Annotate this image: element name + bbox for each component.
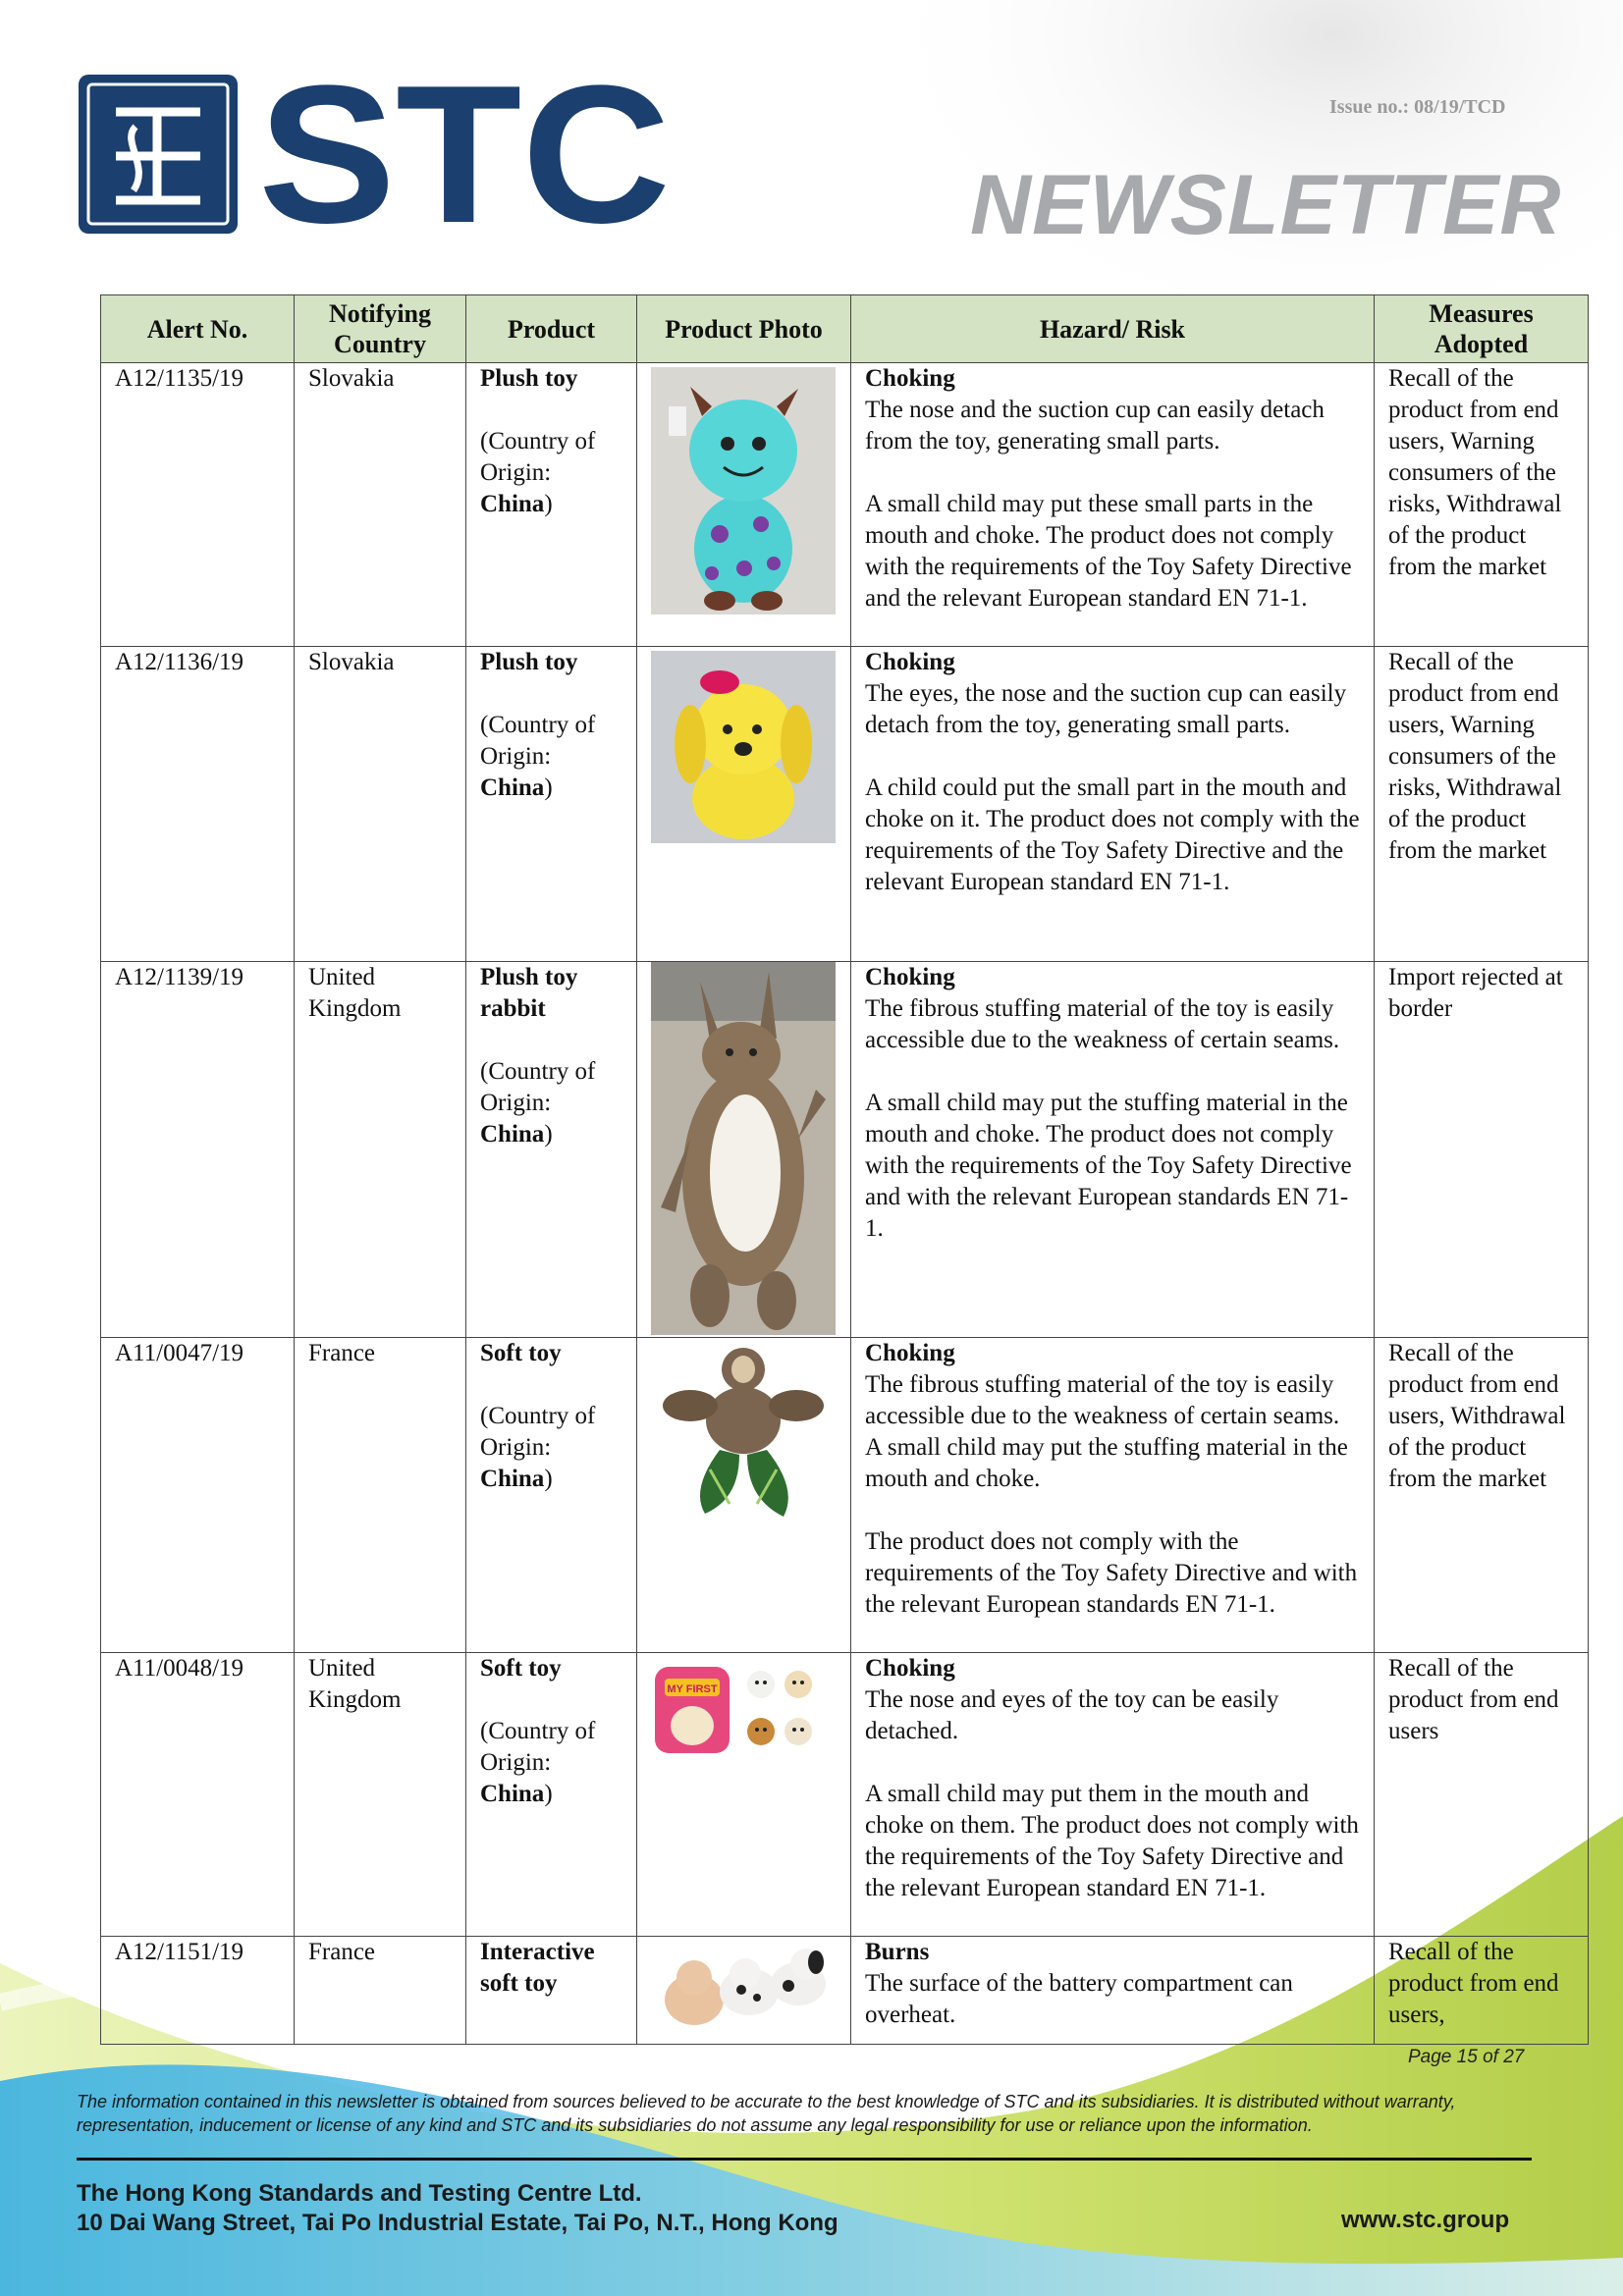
product-name: Plush toy rabbit xyxy=(480,964,578,1022)
product-cell xyxy=(466,1653,637,1937)
measures-adopted: Recall of the product from end users xyxy=(1375,1653,1589,1937)
website-link[interactable]: www.stc.group xyxy=(1341,2207,1510,2233)
table-header-row xyxy=(101,295,1589,363)
newsletter-title: NEWSLETTER xyxy=(970,158,1562,252)
notifying-country: United Kingdom xyxy=(295,962,466,1338)
hazard-detail: A small child may put these small parts in the mouth and choke. The product does not comply with the requirements of the Toy Safety Directive and the relevant European standard EN 71-1. xyxy=(865,491,1352,612)
hazard-cell xyxy=(851,647,1375,962)
alerts-table xyxy=(100,294,1589,2045)
col-header-hazard: Hazard/ Risk xyxy=(851,295,1375,363)
hazard-detail: A small child may put the stuffing material in the mouth and choke. The product does not comply with the requirements of the Toy Safety Directive and with the relevant European standards EN 71-1. xyxy=(865,1090,1352,1242)
product-photo-cell xyxy=(637,1653,851,1937)
product-photo-cell xyxy=(637,363,851,647)
hazard-title: Choking xyxy=(865,964,955,990)
product-photo-cell xyxy=(637,647,851,962)
notifying-country: France xyxy=(295,1937,466,2045)
puppy-soft-toys-photo xyxy=(651,1657,836,1765)
col-header-country: Notifying Country xyxy=(295,295,466,363)
col-header-measures: Measures Adopted xyxy=(1375,295,1589,363)
product-cell xyxy=(466,1338,637,1653)
notifying-country: Slovakia xyxy=(295,647,466,962)
measures-adopted: Recall of the product from end users, Warning consumers of the risks, Withdrawal of the product from the market xyxy=(1375,363,1589,647)
hazard-description: The fibrous stuffing material of the toy is easily accessible due to the weakness of certain seams. A small child may put the stuffing material in the mouth and choke. xyxy=(865,1371,1348,1492)
hazard-title: Choking xyxy=(865,1340,955,1366)
hazard-description: The fibrous stuffing material of the toy is easily accessible due to the weakness of certain seams. xyxy=(865,995,1340,1053)
product-cell xyxy=(466,1937,637,2045)
hazard-title: Choking xyxy=(865,365,955,392)
col-header-photo: Product Photo xyxy=(637,295,851,363)
table-row xyxy=(101,363,1589,647)
measures-adopted: Recall of the product from end users, Withdrawal of the product from the market xyxy=(1375,1338,1589,1653)
product-origin: (Country of Origin: China) xyxy=(480,1403,596,1492)
hazard-description: The surface of the battery compartment can overheat. xyxy=(865,1970,1293,2028)
hazard-cell xyxy=(851,363,1375,647)
product-origin: (Country of Origin: China) xyxy=(480,1058,596,1148)
product-origin: (Country of Origin: China) xyxy=(480,428,596,517)
table-row xyxy=(101,1653,1589,1937)
product-name: Soft toy xyxy=(480,1655,562,1682)
logo-text: STC xyxy=(258,73,671,240)
alert-number: A12/1151/19 xyxy=(101,1937,295,2045)
hazard-title: Burns xyxy=(865,1939,930,1965)
col-header-product: Product xyxy=(466,295,637,363)
measures-adopted: Import rejected at border xyxy=(1375,962,1589,1338)
measures-adopted: Recall of the product from end users, Warning consumers of the risks, Withdrawal of the product from the market xyxy=(1375,647,1589,962)
product-photo-cell xyxy=(637,962,851,1338)
package-label: MY FIRST xyxy=(667,1683,718,1695)
table-row xyxy=(101,962,1589,1338)
product-cell xyxy=(466,647,637,962)
product-name: Plush toy xyxy=(480,649,578,675)
product-cell xyxy=(466,363,637,647)
notifying-country: United Kingdom xyxy=(295,1653,466,1937)
notifying-country: France xyxy=(295,1338,466,1653)
brown-rabbit-plush-photo xyxy=(651,962,836,1335)
hazard-title: Choking xyxy=(865,649,955,675)
interactive-dog-toys-photo xyxy=(651,1941,836,2039)
alert-number: A12/1139/19 xyxy=(101,962,295,1338)
teal-giraffe-plush-photo xyxy=(651,367,836,614)
product-photo-cell xyxy=(637,1937,851,2045)
product-name: Soft toy xyxy=(480,1340,562,1366)
hazard-cell xyxy=(851,962,1375,1338)
alert-number: A12/1135/19 xyxy=(101,363,295,647)
table-row xyxy=(101,1937,1589,2045)
hazard-detail: A child could put the small part in the mouth and choke on it. The product does not comply with the requirements of the Toy Safety Directive and the relevant European standard EN 71-1. xyxy=(865,774,1360,895)
col-header-alert: Alert No. xyxy=(101,295,295,363)
hazard-title: Choking xyxy=(865,1655,955,1682)
table-row xyxy=(101,1338,1589,1653)
measures-adopted: Recall of the product from end users, xyxy=(1375,1937,1589,2045)
alert-number: A12/1136/19 xyxy=(101,647,295,962)
footer-divider xyxy=(77,2158,1532,2161)
sloth-soft-toy-photo xyxy=(651,1342,836,1538)
disclaimer-text: The information contained in this newsletter is obtained from sources believed to be accurate to the best knowledge of STC and its subsidiaries. It is distributed without warranty, representation, inducement or license of any kind and STC and its subsidiaries do not assume any legal responsibility for use or reliance upon the information. xyxy=(77,2092,1456,2135)
page-number: Page 15 of 27 xyxy=(1408,2047,1525,2067)
product-cell xyxy=(466,962,637,1338)
notifying-country: Slovakia xyxy=(295,363,466,647)
hazard-description: The nose and the suction cup can easily detach from the toy, generating small parts. xyxy=(865,397,1325,454)
hazard-detail: A small child may put them in the mouth and choke on them. The product does not comply with the requirements of the Toy Safety Directive and the relevant European standard EN 71-1. xyxy=(865,1781,1359,1901)
product-origin: (Country of Origin: China) xyxy=(480,1718,596,1807)
product-name: Interactive soft toy xyxy=(480,1939,595,1997)
alert-number: A11/0047/19 xyxy=(101,1338,295,1653)
company-address: 10 Dai Wang Street, Tai Po Industrial Estate, Tai Po, N.T., Hong Kong xyxy=(77,2210,839,2236)
hazard-cell xyxy=(851,1937,1375,2045)
hazard-cell xyxy=(851,1338,1375,1653)
product-name: Plush toy xyxy=(480,365,578,392)
stc-logo xyxy=(77,73,676,240)
product-photo-cell xyxy=(637,1338,851,1653)
issue-number: Issue no.: 08/19/TCD xyxy=(1329,96,1506,118)
hazard-cell xyxy=(851,1653,1375,1937)
hazard-detail: The product does not comply with the requirements of the Toy Safety Directive and with the relevant European standards EN 71-1. xyxy=(865,1528,1358,1618)
yellow-dog-plush-photo xyxy=(651,651,836,843)
table-row xyxy=(101,647,1589,962)
product-origin: (Country of Origin: China) xyxy=(480,712,596,801)
company-block xyxy=(77,2179,839,2238)
alert-number: A11/0048/19 xyxy=(101,1653,295,1937)
hazard-description: The eyes, the nose and the suction cup can easily detach from the toy, generating small parts. xyxy=(865,680,1347,738)
company-name: The Hong Kong Standards and Testing Centre Ltd. xyxy=(77,2180,642,2207)
hazard-description: The nose and eyes of the toy can be easily detached. xyxy=(865,1686,1279,1744)
